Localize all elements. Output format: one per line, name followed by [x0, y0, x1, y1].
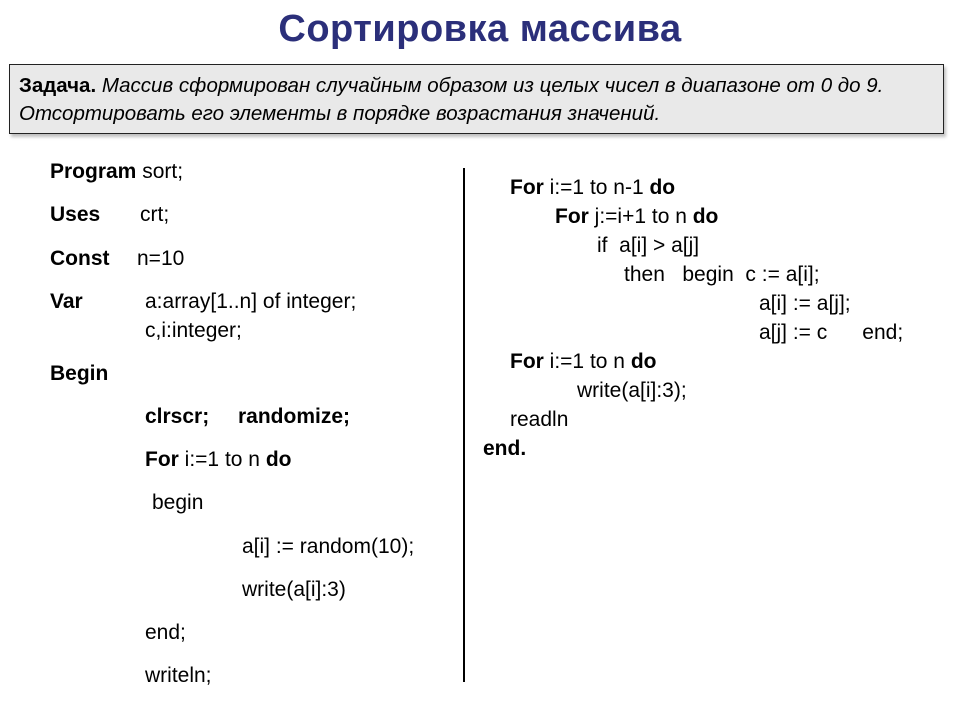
code-line-for-inner [555, 205, 718, 229]
var-array-decl: a:array[1..n] of integer; [145, 290, 357, 313]
for-inner-range: j:=i+1 to n [588, 205, 693, 228]
keyword-for: For [145, 448, 179, 471]
var-int-decl: c,i:integer; [145, 319, 242, 342]
slide-title: Сортировка массива [278, 8, 682, 50]
for-fill-range: i:=1 to n [178, 448, 266, 471]
keyword-do: do [692, 205, 719, 228]
stmt-end-program: end. [483, 437, 527, 460]
stmt-then-begin: then begin c := a[i]; [624, 263, 820, 286]
stmt-readln: readln [510, 408, 569, 431]
code-line-for-print [510, 350, 656, 374]
keyword-const: Const [50, 247, 110, 270]
code-line-program [50, 160, 183, 184]
stmt-end: end; [145, 621, 186, 644]
task-label: Задача. [19, 74, 97, 97]
stmt-swap-1: a[i] := a[j]; [759, 292, 851, 315]
stmt-assign-random: a[i] := random(10); [242, 535, 415, 558]
stmt-write-element: write(a[i]:3) [242, 578, 346, 601]
keyword-program: Program [50, 160, 137, 183]
for-print-range: i:=1 to n [543, 350, 631, 373]
column-divider [463, 168, 465, 682]
code-line-for-fill [145, 448, 291, 472]
program-name: sort; [136, 160, 184, 183]
task-box [9, 64, 944, 134]
stmt-if-compare: if a[i] > a[j] [597, 234, 700, 257]
keyword-for: For [510, 350, 544, 373]
stmt-writeln: writeln; [145, 664, 212, 687]
uses-unit: crt; [140, 203, 170, 226]
code-line-for-outer [510, 176, 675, 200]
keyword-var: Var [50, 290, 83, 313]
keyword-for: For [555, 205, 589, 228]
keyword-do: do [649, 176, 676, 199]
keyword-begin: Begin [50, 362, 109, 385]
keyword-for: For [510, 176, 544, 199]
stmt-write-sorted: write(a[i]:3); [577, 379, 687, 402]
const-value: n=10 [137, 247, 185, 270]
stmt-swap-2: a[j] := c end; [759, 321, 904, 344]
keyword-uses: Uses [50, 203, 101, 226]
stmt-randomize: randomize; [238, 405, 351, 428]
for-outer-range: i:=1 to n-1 [543, 176, 650, 199]
keyword-do: do [265, 448, 292, 471]
task-text: Массив сформирован случайным образом из целых чисел в диапазоне от 0 до 9. Отсортировать его элементы в порядке возрастания значений. [19, 74, 884, 125]
stmt-inner-begin: begin [152, 491, 204, 514]
stmt-clrscr: clrscr; [145, 405, 210, 428]
keyword-do: do [630, 350, 657, 373]
